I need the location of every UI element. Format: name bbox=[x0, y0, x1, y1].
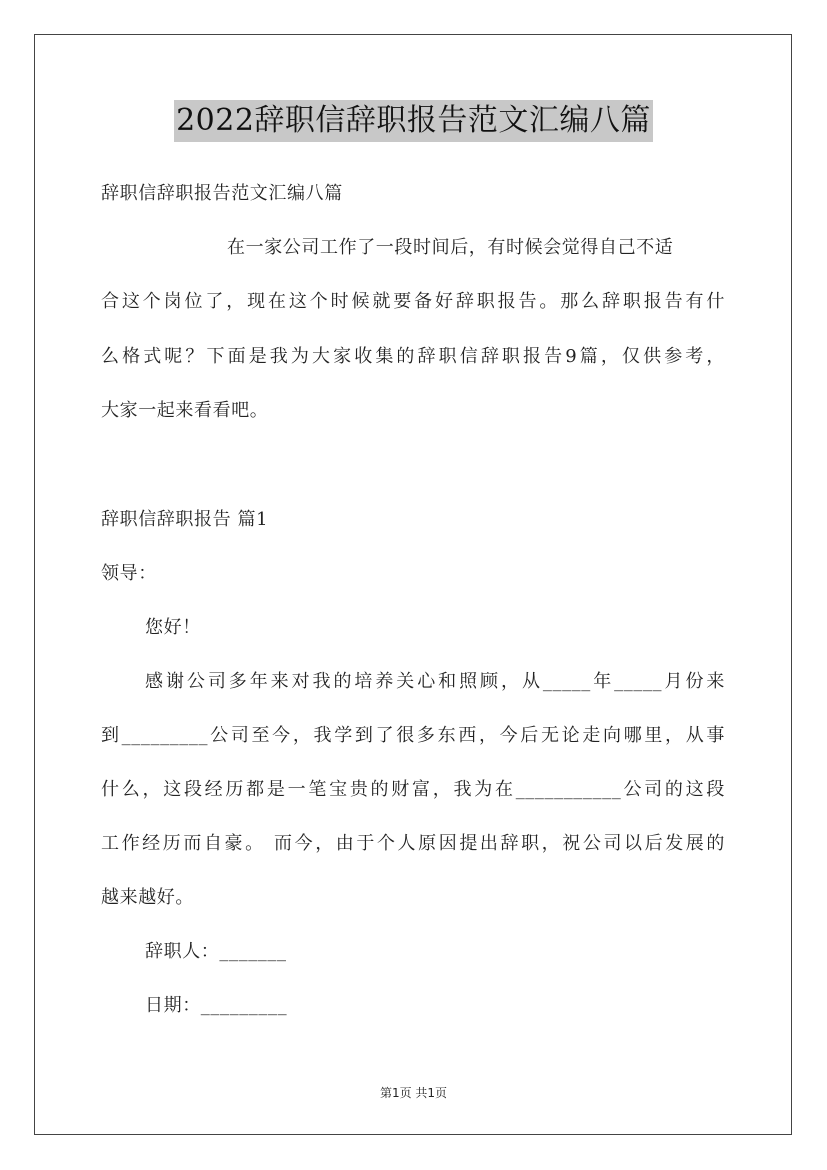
document-subtitle: 辞职信辞职报告范文汇编八篇 bbox=[101, 183, 343, 204]
greeting: 您好！ bbox=[145, 617, 201, 638]
body-line-5: 越来越好。 bbox=[101, 887, 194, 908]
body-line-2: 到_________公司至今，我学到了很多东西，今后无论走向哪里，从事 bbox=[101, 725, 725, 746]
body-line-4: 工作经历而自豪。 而今，由于个人原因提出辞职，祝公司以后发展的 bbox=[101, 833, 725, 854]
document-title: 2022辞职信辞职报告范文汇编八篇 bbox=[174, 100, 653, 142]
salutation: 领导： bbox=[101, 563, 157, 584]
body-line-3: 什么，这段经历都是一笔宝贵的财富，我为在___________公司的这段 bbox=[101, 779, 725, 800]
page-footer: 第1页 共1页 bbox=[379, 1086, 448, 1100]
signature-line: 辞职人：_______ bbox=[145, 941, 287, 962]
body-line-1: 感谢公司多年来对我的培养关心和照顾，从_____年_____月份来 bbox=[145, 671, 725, 692]
title-wrapper bbox=[0, 100, 827, 142]
intro-line-4: 大家一起来看看吧。 bbox=[101, 400, 269, 421]
date-line: 日期：_________ bbox=[145, 995, 288, 1016]
section-heading: 辞职信辞职报告 篇1 bbox=[101, 509, 269, 530]
intro-line-3: 么格式呢？下面是我为大家收集的辞职信辞职报告9篇，仅供参考， bbox=[101, 346, 725, 367]
intro-line-2: 合这个岗位了，现在这个时候就要备好辞职报告。那么辞职报告有什 bbox=[101, 291, 725, 312]
intro-line-1: 在一家公司工作了一段时间后，有时候会觉得自己不适 bbox=[227, 237, 674, 258]
